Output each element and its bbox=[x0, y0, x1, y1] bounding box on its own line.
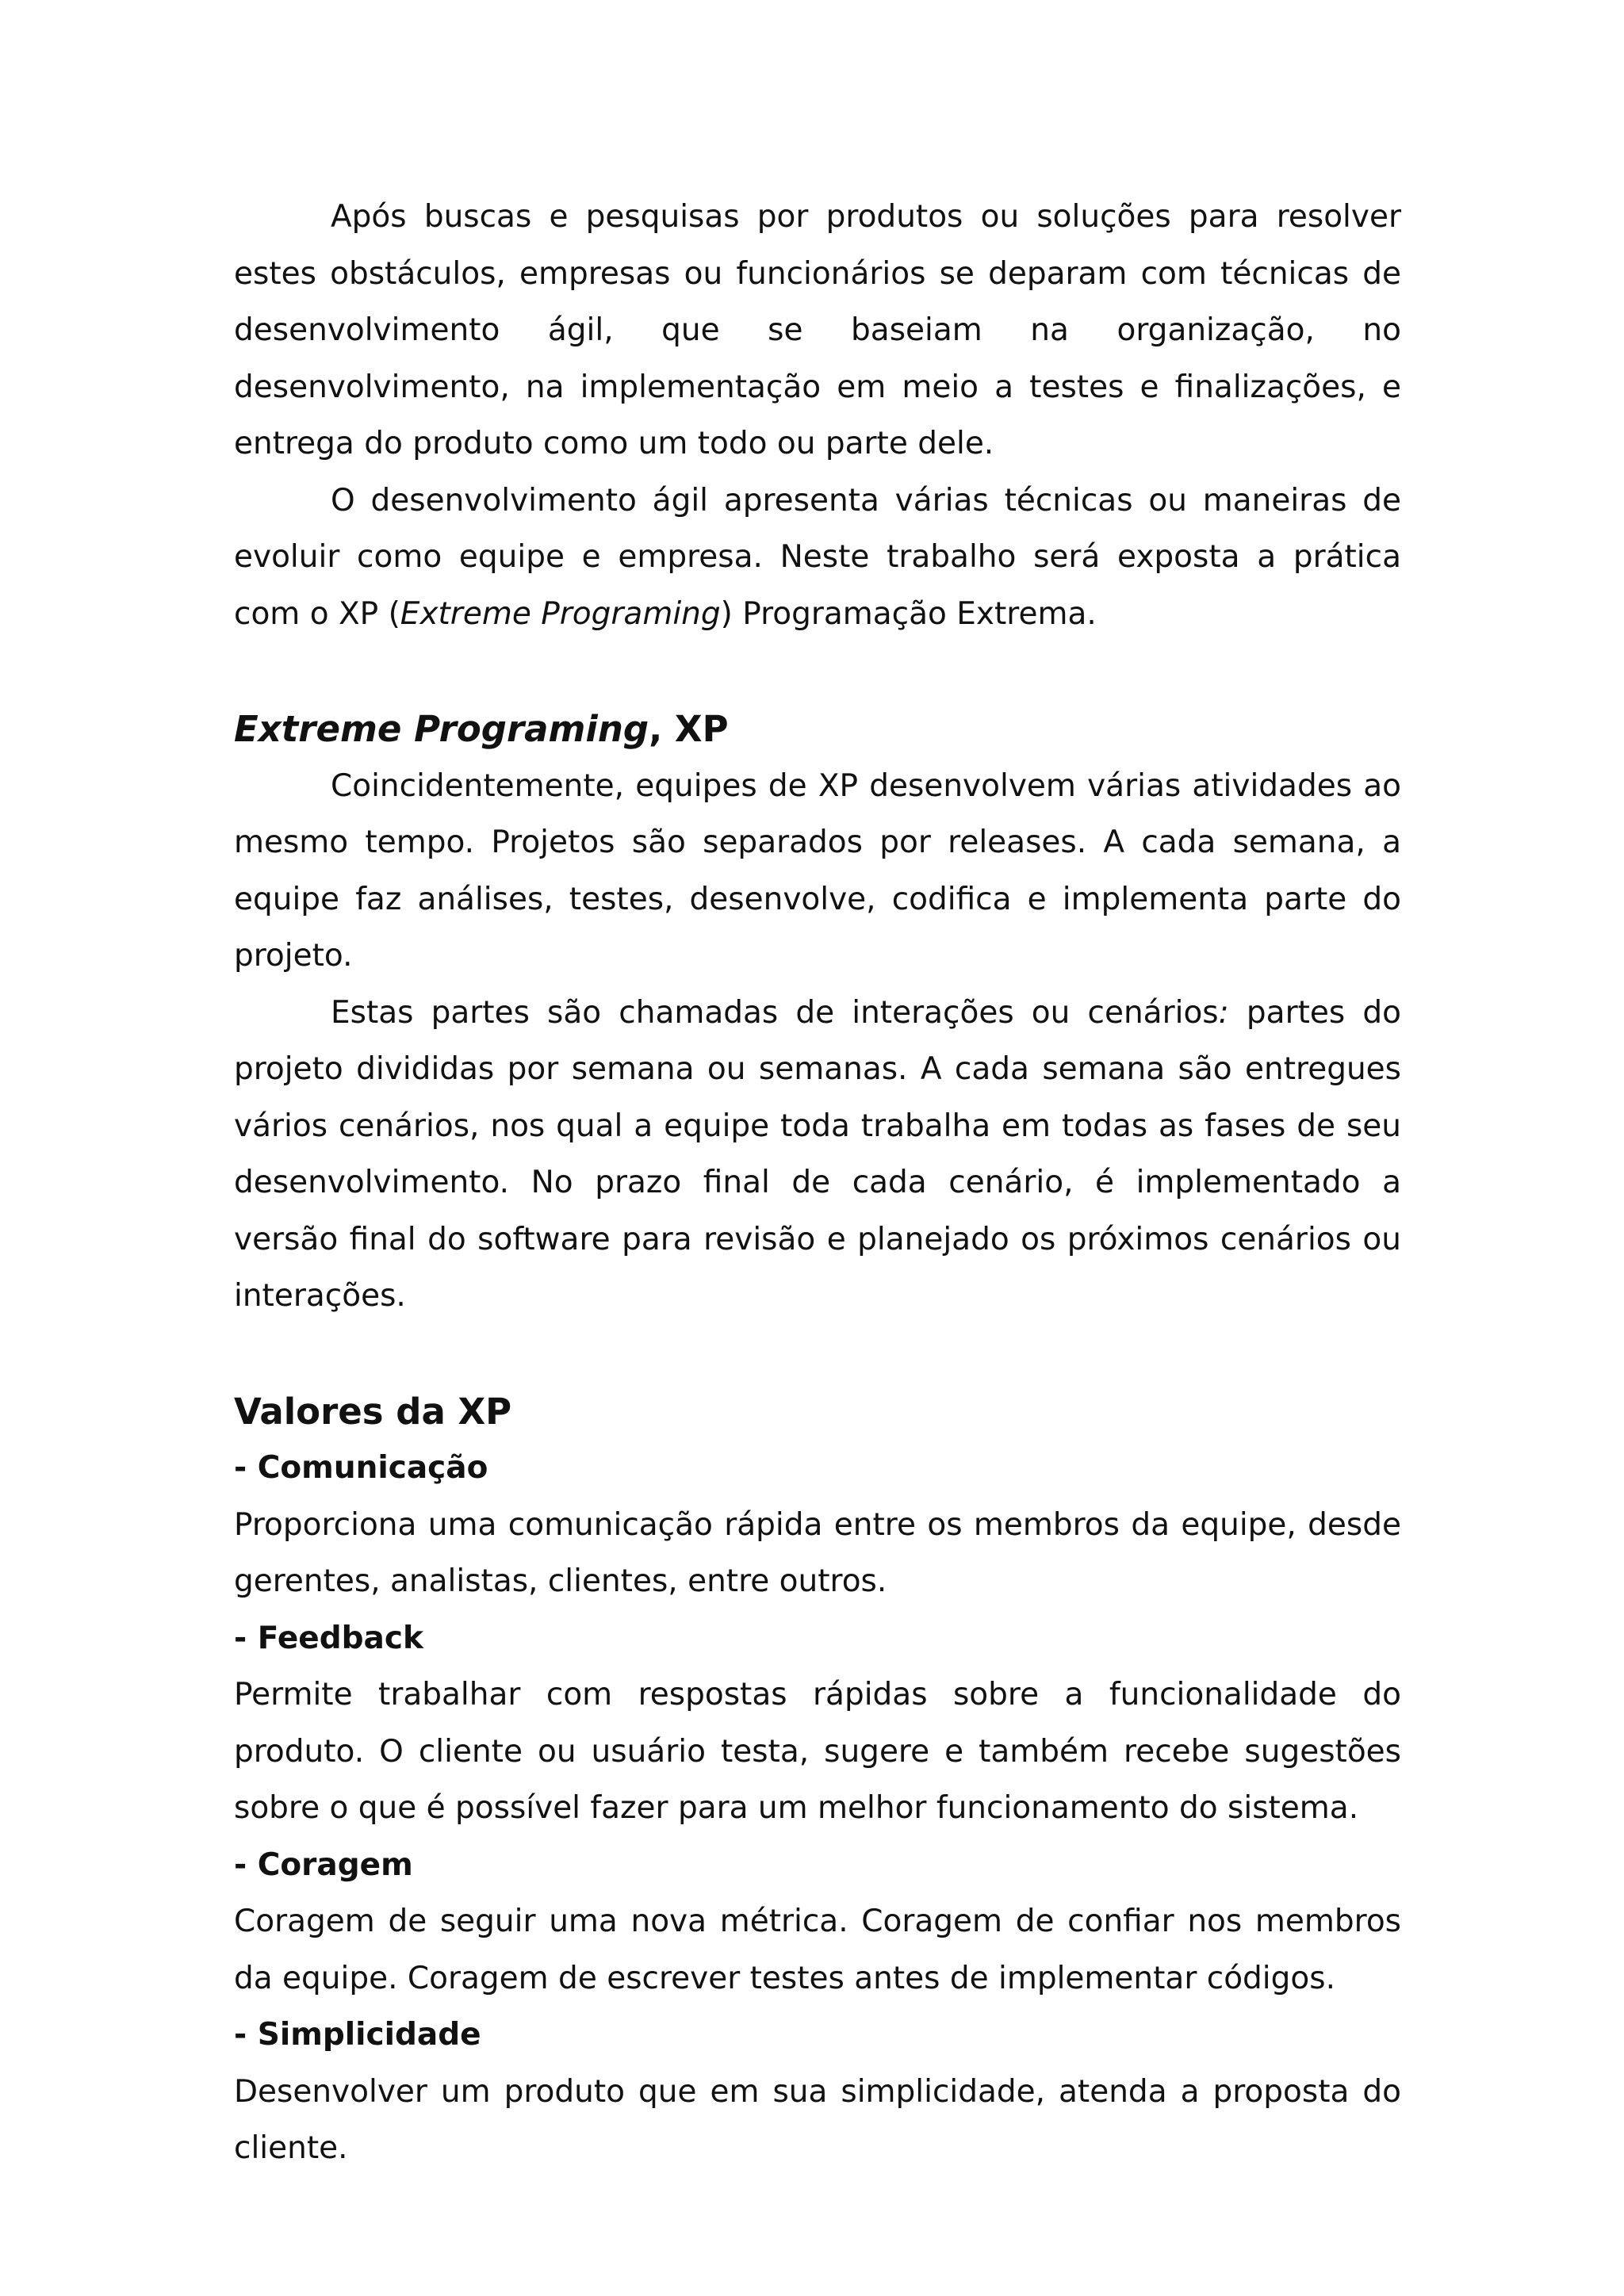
section-heading-xp bbox=[234, 701, 1401, 758]
value-text-comunicacao: Proporciona uma comunicação rápida entre os membros da equipe, desde gerentes, analistas, clientes, entre outros. bbox=[234, 1506, 1401, 1599]
xp-paragraph-2 bbox=[234, 985, 1401, 1325]
value-text-feedback: Permite trabalhar com respostas rápidas sobre a funcionalidade do produto. O cliente ou usuário testa, sugere e também recebe sugestões sobre o que é possível fazer para um melhor funcionamento do sistema. bbox=[234, 1677, 1401, 1826]
value-text-coragem: Coragem de seguir uma nova métrica. Coragem de confiar nos membros da equipe. Coragem de escrever testes antes de implementar códigos. bbox=[234, 1904, 1401, 1996]
section-heading-xp-italic: Extreme Programing bbox=[234, 708, 649, 750]
xp-paragraph-1: Coincidentemente, equipes de XP desenvolvem várias atividades ao mesmo tempo. Projetos são separados por releases. A cada semana, a equipe faz análises, testes, desenvolve, codifica e implementa parte do projeto. bbox=[234, 767, 1401, 974]
value-title-feedback: - Feedback bbox=[234, 1620, 423, 1656]
xp-paragraph-2-end: partes do projeto divididas por semana ou semanas. A cada semana são entregues vários cenários, nos qual a equipe toda trabalha em todas as fases de seu desenvolvimento. No prazo final de cada cenário, é implementado a versão final do software para revisão e planejado os próximos cenários ou interações. bbox=[234, 994, 1401, 1314]
section-heading-xp-rest: , XP bbox=[649, 708, 729, 750]
intro-paragraph-2 bbox=[234, 473, 1401, 643]
value-text-simplicidade: Desenvolver um produto que em sua simplicidade, atenda a proposta do cliente. bbox=[234, 2073, 1401, 2166]
value-title-coragem: - Coragem bbox=[234, 1846, 413, 1883]
intro-paragraph-2-italic: Extreme Programing bbox=[400, 595, 721, 632]
document-page bbox=[234, 189, 1401, 2177]
xp-paragraph-2-start: Estas partes são chamadas de interações ou cenários bbox=[331, 994, 1219, 1031]
intro-paragraph-1: Após buscas e pesquisas por produtos ou soluções para resolver estes obstáculos, empresas ou funcionários se deparam com técnicas de desenvolvimento ágil, que se baseiam na organização, no desenvolvimento, na implementação em meio a testes e finalizações, e entrega do produto como um todo ou parte dele. bbox=[234, 199, 1401, 461]
value-title-simplicidade: - Simplicidade bbox=[234, 2017, 481, 2053]
intro-paragraph-2-start: O desenvolvimento ágil apresenta várias técnicas ou maneiras de evoluir como equipe e empresa. Neste trabalho será exposta a prática com o XP ( bbox=[234, 482, 1401, 632]
xp-paragraph-2-colon: : bbox=[1218, 994, 1229, 1031]
section-heading-values: Valores da XP bbox=[234, 1390, 512, 1433]
intro-paragraph-2-end: ) Programação Extrema. bbox=[720, 595, 1097, 632]
value-title-comunicacao: - Comunicação bbox=[234, 1450, 488, 1486]
